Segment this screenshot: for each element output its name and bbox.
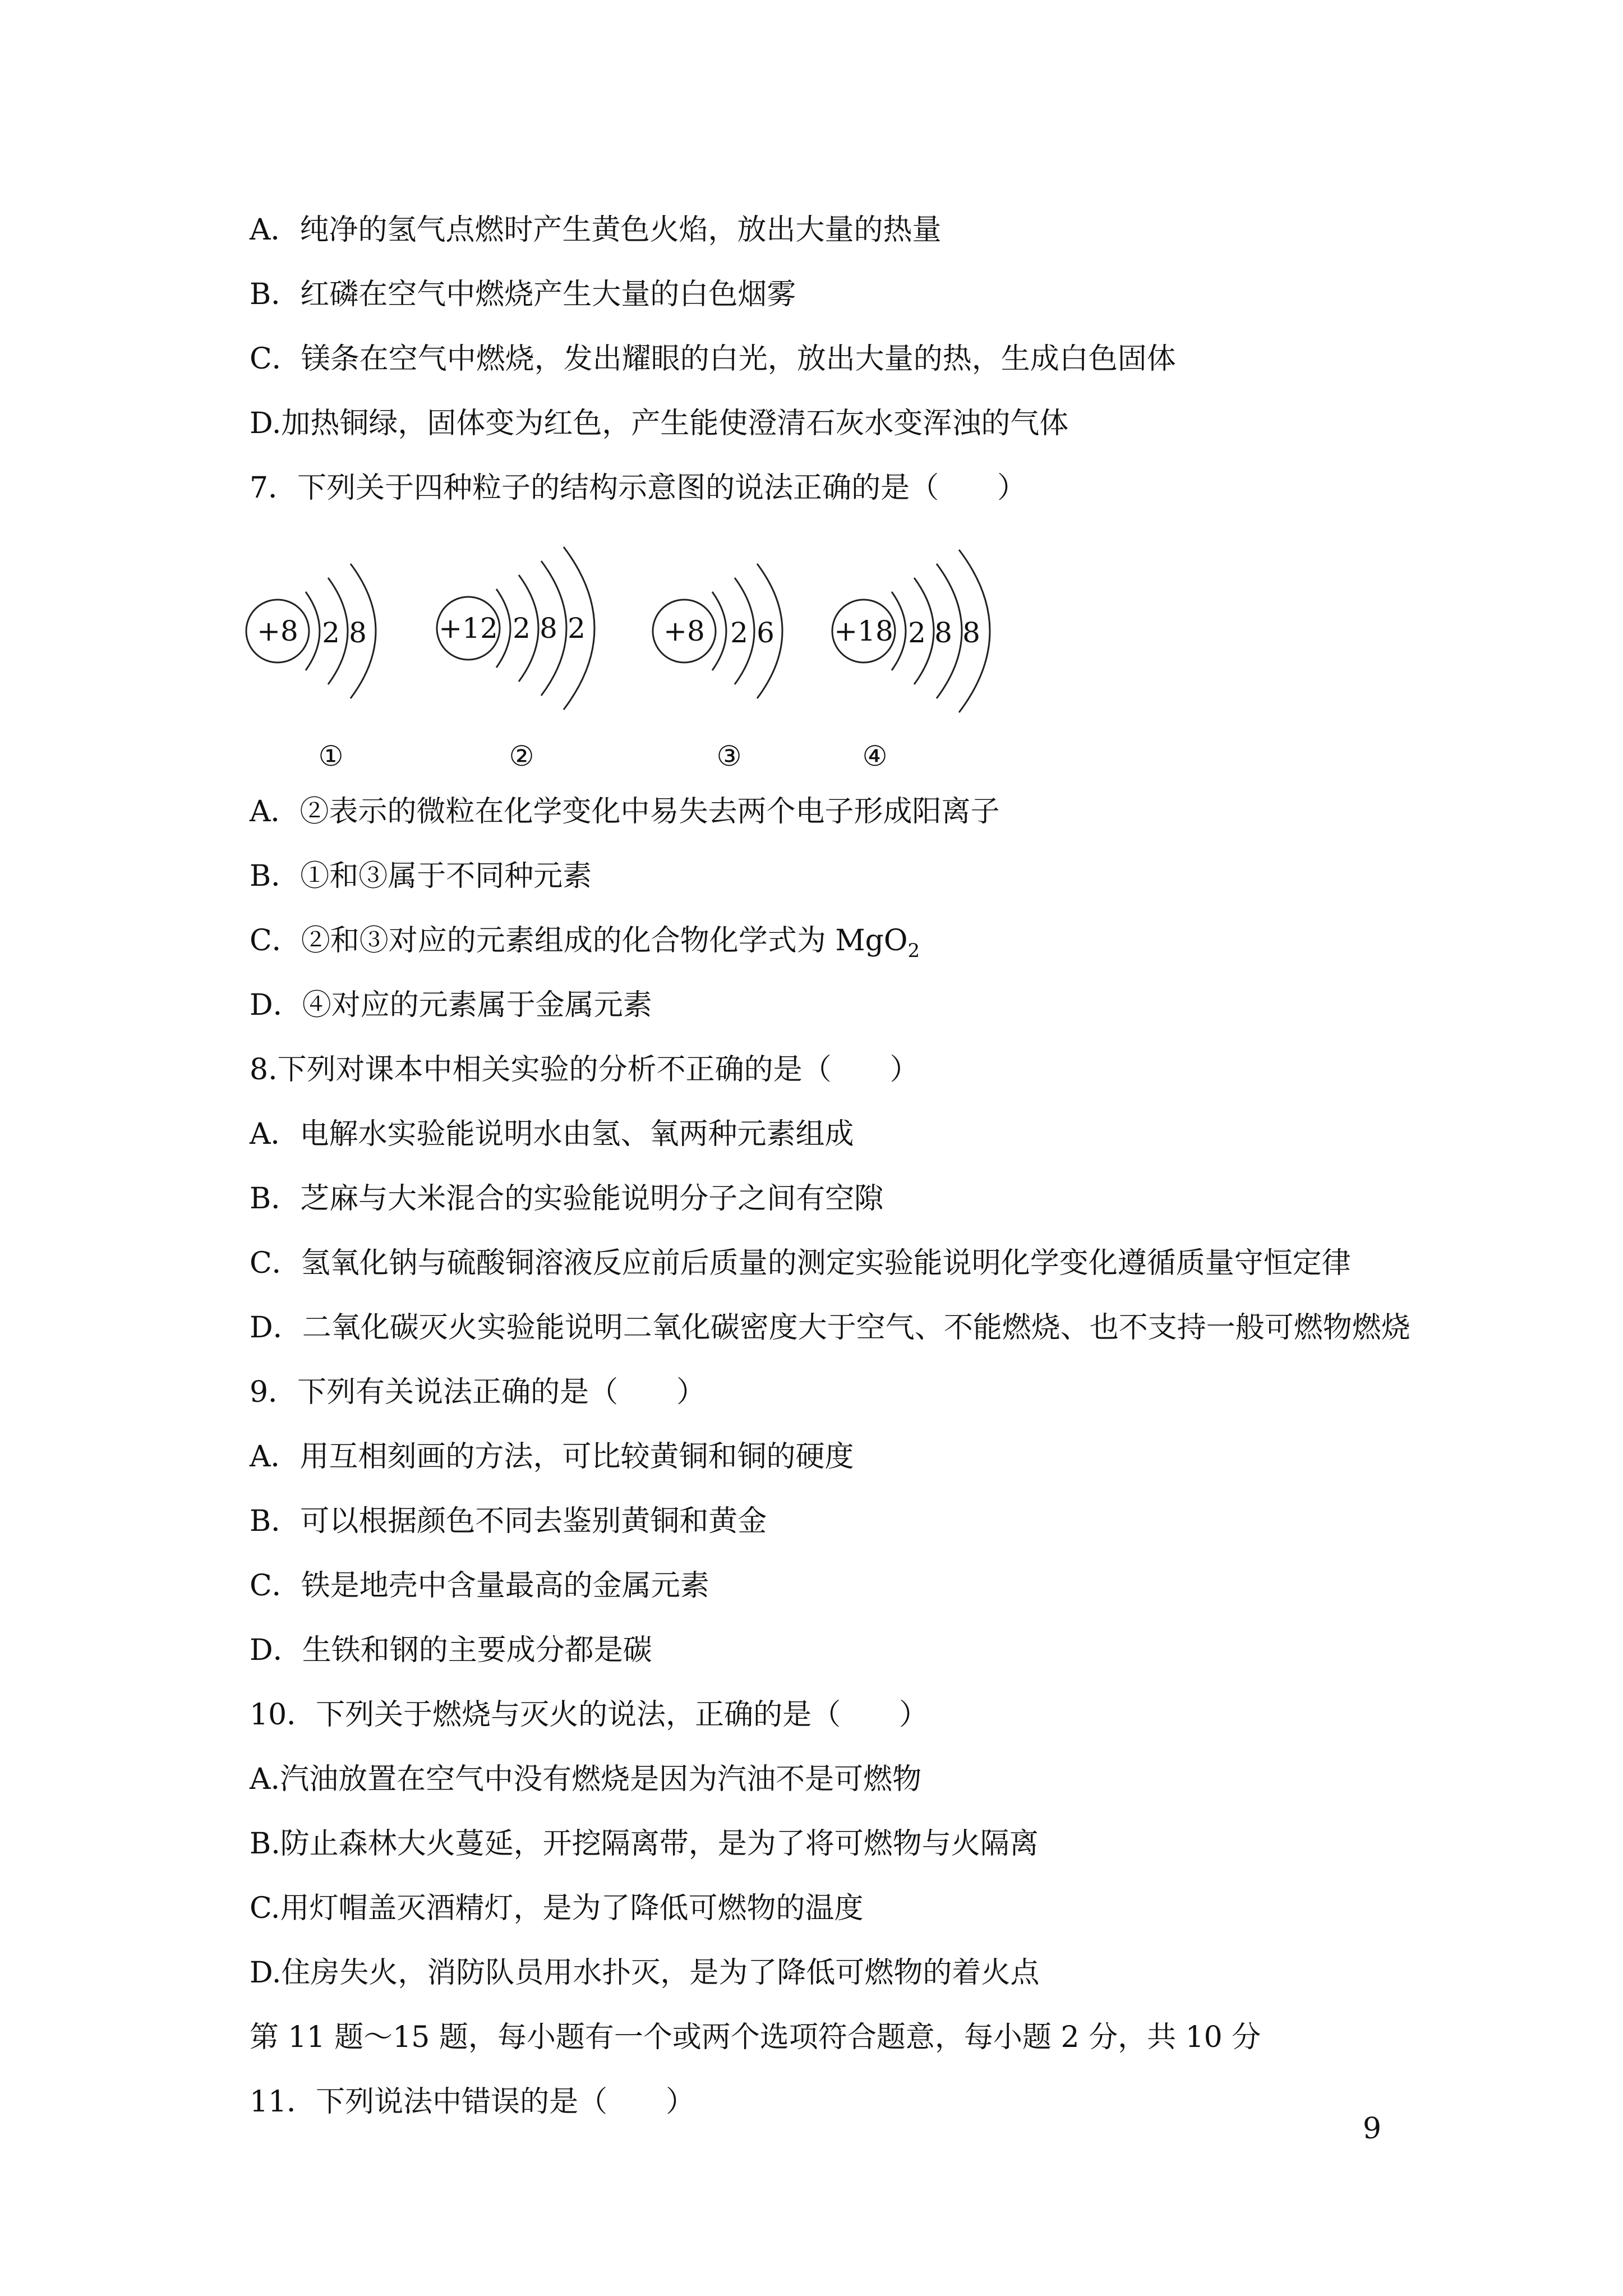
q7-stem: 7．下列关于四种粒子的结构示意图的说法正确的是（ ） [250,471,1027,505]
atomic-structure-diagram [241,539,1015,774]
q7-option-a: A．②表示的微粒在化学变化中易失去两个电子形成阳离子 [250,795,1000,829]
particle-label-3: ③ [716,740,742,772]
shell-electrons-2-2: 8 [540,612,557,645]
q11-stem: 11．下列说法中错误的是（ ） [250,2085,695,2119]
q8-option-c: C．氢氧化钠与硫酸铜溶液反应前后质量的测定实验能说明化学变化遵循质量守恒定律 [250,1246,1351,1280]
page-number: 9 [1363,2112,1382,2146]
q9-option-c: C．铁是地壳中含量最高的金属元素 [250,1569,709,1603]
q8-option-b: B．芝麻与大米混合的实验能说明分子之间有空隙 [250,1182,884,1216]
q10-option-d: D.住房失火，消防队员用水扑灭，是为了降低可燃物的着火点 [250,1956,1040,1990]
nucleus-charge-4: +18 [834,615,893,647]
q7-option-c-subscript: 2 [907,940,920,962]
shell-electrons-1-1: 2 [322,616,340,649]
q6-option-a: A．纯净的氢气点燃时产生黄色火焰，放出大量的热量 [250,213,942,247]
q7-option-c-text: C．②和③对应的元素组成的化合物化学式为 MgO [250,924,908,958]
shell-arc-3-1 [712,592,726,670]
shell-electrons-3-1: 2 [730,616,748,649]
q9-option-b: B．可以根据颜色不同去鉴别黄铜和黄金 [250,1504,767,1538]
shell-electrons-2-3: 2 [568,612,585,645]
q7-option-d: D．④对应的元素属于金属元素 [250,988,652,1022]
shell-electrons-4-2: 8 [934,616,952,649]
q6-option-b: B．红磷在空气中燃烧产生大量的白色烟雾 [250,278,796,311]
q10-option-b: B.防止森林大火蔓延，开挖隔离带，是为了将可燃物与火隔离 [250,1827,1039,1861]
shell-arc-2-1 [496,589,510,668]
shell-electrons-4-1: 2 [908,616,926,649]
particle-label-1: ① [318,740,344,772]
section-note: 第 11 题～15 题，每小题有一个或两个选项符合题意，每小题 2 分，共 10 分 [250,2021,1261,2054]
q9-option-d: D．生铁和钢的主要成分都是碳 [250,1634,652,1667]
shell-arc-4-1 [892,592,906,670]
q8-option-d: D．二氧化碳灭火实验能说明二氧化碳密度大于空气、不能燃烧、也不支持一般可燃物燃烧 [250,1311,1410,1345]
q10-stem: 10．下列关于燃烧与灭火的说法，正确的是（ ） [250,1698,929,1732]
q6-option-c: C．镁条在空气中燃烧，发出耀眼的白光，放出大量的热，生成白色固体 [250,342,1176,376]
q10-option-c: C.用灯帽盖灭酒精灯，是为了降低可燃物的温度 [250,1892,864,1925]
q10-option-a: A.汽油放置在空气中没有燃烧是因为汽油不是可燃物 [250,1763,922,1796]
q7-option-b: B．①和③属于不同种元素 [250,859,592,893]
nucleus-charge-1: +8 [257,615,298,647]
particle-label-2: ② [509,740,534,772]
q9-option-a: A．用互相刻画的方法，可比较黄铜和铜的硬度 [250,1440,854,1474]
nucleus-charge-3: +8 [663,615,705,647]
q7-option-c [250,921,920,960]
shell-electrons-4-3: 8 [962,616,980,649]
particle-label-4: ④ [862,740,888,772]
q6-option-d: D.加热铜绿，固体变为红色，产生能使澄清石灰水变浑浊的气体 [250,407,1069,440]
shell-arc-1-1 [306,592,320,670]
q8-stem: 8.下列对课本中相关实验的分析不正确的是（ ） [250,1053,919,1087]
shell-electrons-2-1: 2 [513,612,531,645]
shell-electrons-3-2: 6 [757,616,774,649]
shell-electrons-1-2: 8 [349,616,367,649]
q8-option-a: A．电解水实验能说明水由氢、氧两种元素组成 [250,1117,854,1151]
q9-stem: 9．下列有关说法正确的是（ ） [250,1375,706,1409]
nucleus-charge-2: +12 [439,612,498,645]
